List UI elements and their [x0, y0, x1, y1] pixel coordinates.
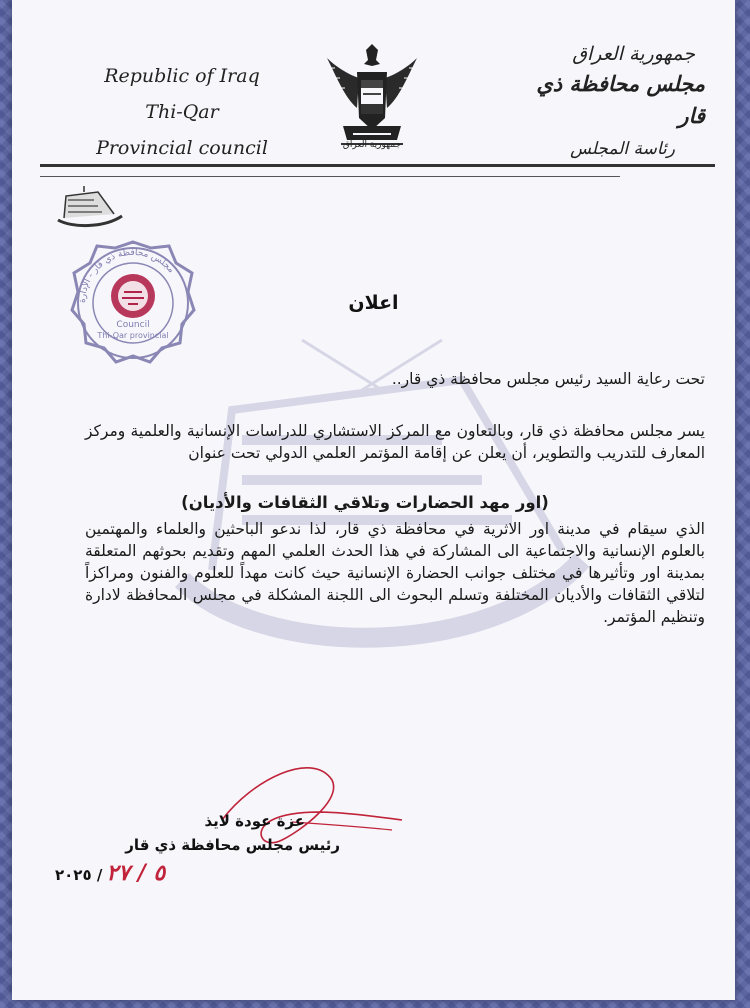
- stamp-inner-text-1: Council: [116, 320, 150, 330]
- header-en-line-2: Thi-Qar: [145, 101, 219, 123]
- header-divider-thin: [40, 176, 620, 177]
- header-ar-line-3: رئاسة المجلس: [570, 139, 675, 159]
- header-ar-line-2: مجلس محافظة ذي قار: [536, 72, 705, 128]
- letter-page: [12, 0, 735, 1000]
- announcement-title: اعلان: [348, 292, 399, 314]
- date-handwritten: ٥ / ٢٧: [106, 860, 166, 886]
- emblem-caption: جمهورية العراق: [342, 140, 402, 150]
- signatory-position: رئيس مجلس محافظة ذي قار: [125, 836, 340, 854]
- signatory-name: عزة عودة لايذ: [204, 812, 305, 830]
- stamp-inner-text-2: Thi-Qar provincial: [97, 331, 169, 340]
- stamp-ring-text: مجلس محافظة ذي قار - الإدارة: [77, 247, 176, 304]
- ship-logo-icon: [54, 182, 126, 234]
- patronage-line: تحت رعاية السيد رئيس مجلس محافظة ذي قار..: [391, 370, 705, 388]
- conference-title: (اور مهد الحضارات وتلاقي الثقافات والأديان): [181, 493, 549, 512]
- header-en-line-1: Republic of Iraq: [104, 65, 260, 87]
- intro-paragraph: يسر مجلس محافظة ذي قار، وبالتعاون مع المركز الاستشاري للدراسات الإنسانية والعلمية ومركز المعارف للتدريب والتطوير، أن يعلن عن إقامة المؤتمر العلمي الدولي تحت عنوان: [85, 422, 705, 462]
- header-ar-line-1: جمهورية العراق: [572, 43, 695, 65]
- signature-date: [55, 860, 315, 886]
- header-en-line-3: Provincial council: [96, 137, 268, 159]
- header-divider: [40, 164, 715, 167]
- details-paragraph: الذي سيقام في مدينة اور الاثرية في محافظة ذي قار، لذا ندعو الباحثين والعلماء والمهتمين بالعلوم الإنسانية والاجتماعية الى المشاركة في هذا الحدث العلمي المهم وتقديم بحوثهم المتعلقة بمدينة اور وتأثيرها في مختلف جوانب الحضارة الإنسانية حيث كانت مهداً للعلوم والفنون ومراكزاً لتلاقي الثقافات والأديان المختلفة وتسلم البحوث الى اللجنة المشكلة في مجلس المحافظة لادارة وتنظيم المؤتمر.: [85, 520, 705, 626]
- english-header: [72, 58, 292, 166]
- arabic-header: [505, 40, 705, 166]
- date-year: ٢٠٢٥ /: [55, 866, 103, 884]
